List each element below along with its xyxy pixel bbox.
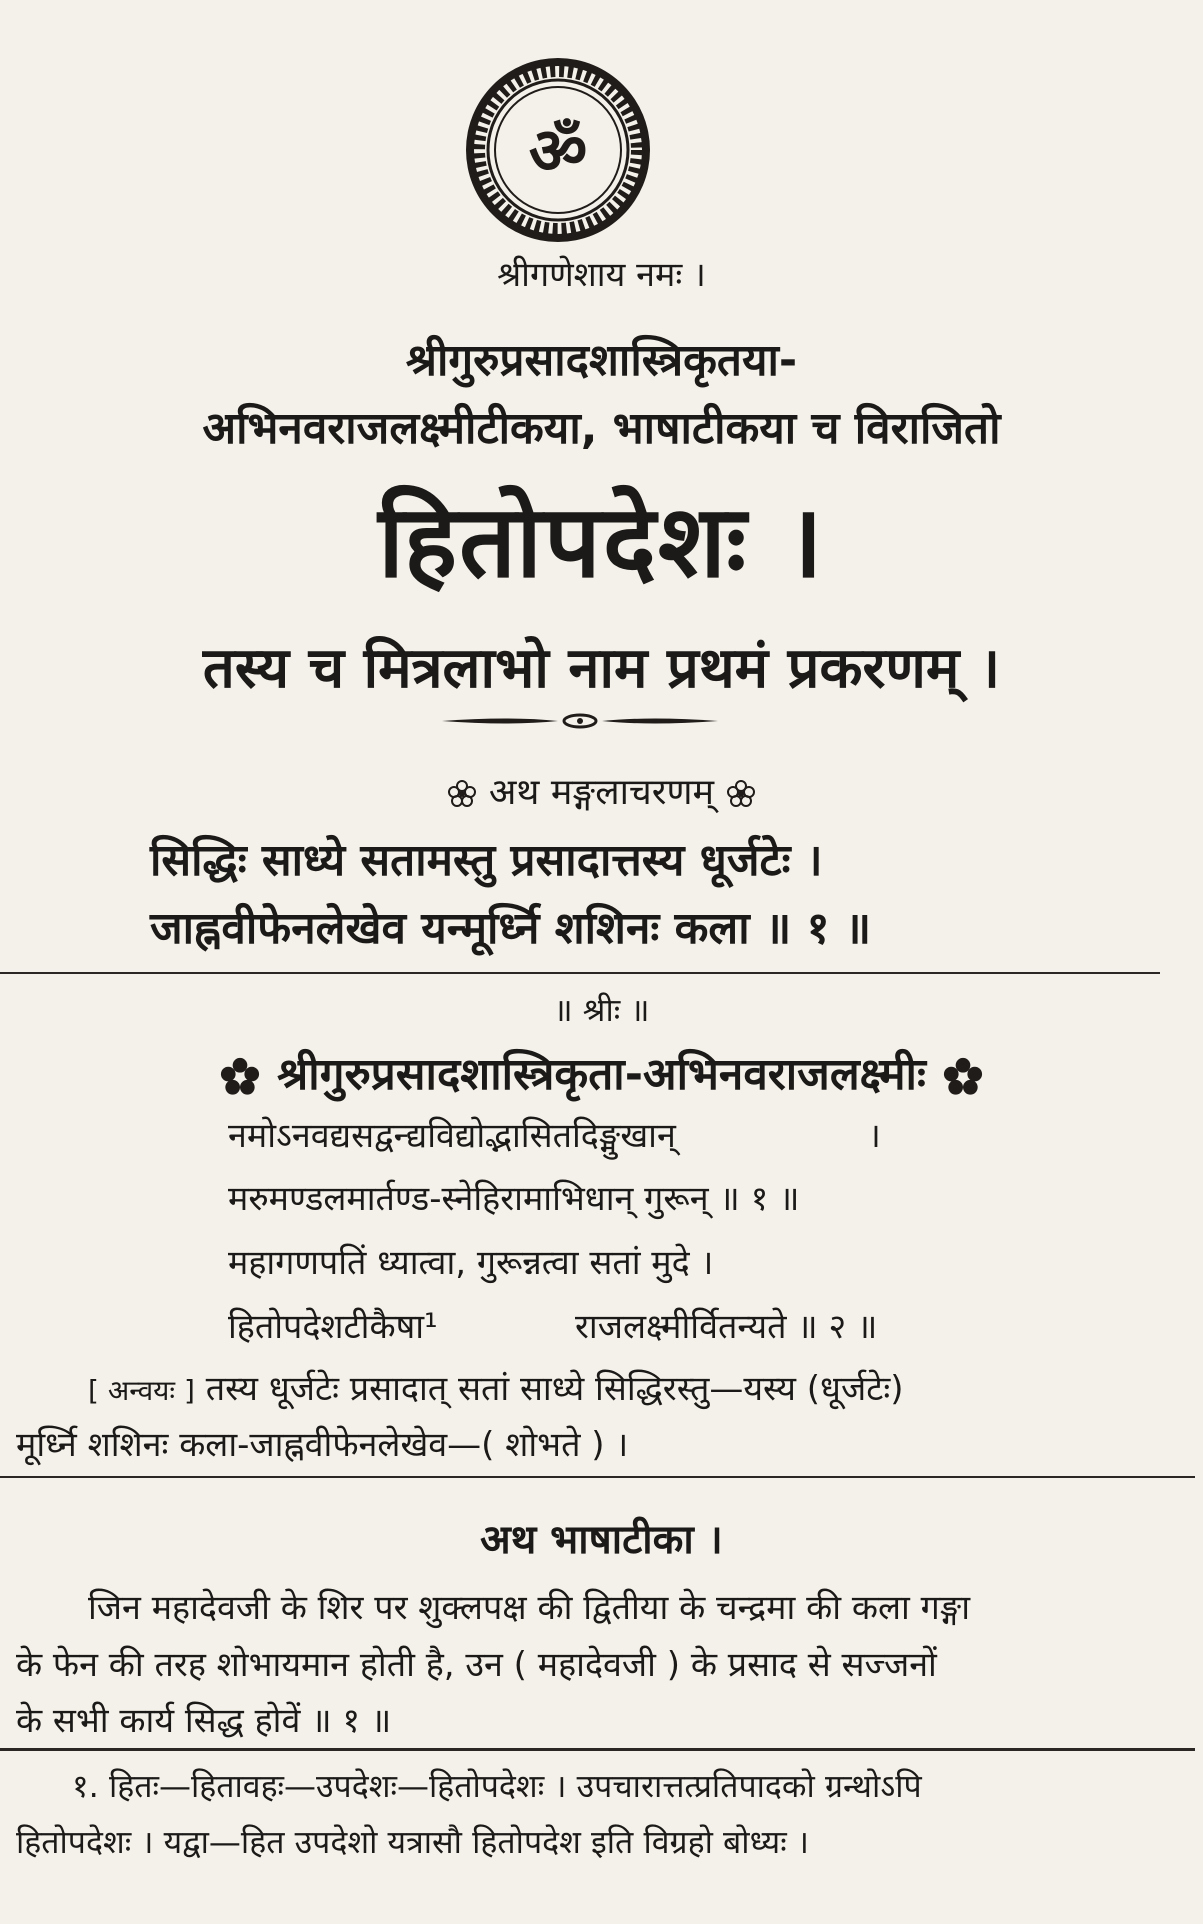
verse-line-1: सिद्धिः साध्ये सतामस्तु प्रसादात्तस्य धूर्जटेः । [150, 835, 823, 886]
section-divider [0, 1476, 1195, 1478]
chapter-subtitle: तस्य च मित्रलाभो नाम प्रथमं प्रकरणम् । [202, 636, 1001, 701]
commentary-verse-line-4b: राजलक्ष्मीर्वितन्यते ॥ २ ॥ [575, 1307, 878, 1347]
flower-ornament-icon [726, 779, 756, 809]
flourish-divider-icon [440, 712, 720, 730]
mangalacharan-heading [0, 766, 1203, 815]
bhashatika-line-1: जिन महादेवजी के शिर पर शुक्लपक्ष की द्वितीया के चन्द्रमा की कला गङ्गा [88, 1588, 971, 1628]
commentary-verse-line-4a: हितोपदेशटीकैषा¹ [228, 1307, 438, 1347]
anvaya-line-1 [88, 1364, 903, 1410]
invocation: श्रीगणेशाय नमः । [497, 255, 706, 295]
flower-ornament-icon [218, 1055, 262, 1099]
footnote-line-2: हितोपदेशः । यद्वा—हित उपदेशो यत्रासौ हितोपदेश इति विग्रहो बोध्यः । [16, 1823, 809, 1861]
verse-line-2: जाह्नवीफेनलेखेव यन्मूर्ध्नि शशिनः कला ॥ १ ॥ [150, 903, 872, 954]
commentary-verse-line-2: मरुमण्डलमार्तण्ड-स्नेहिरामाभिधान् गुरून् ॥ १ ॥ [228, 1179, 800, 1219]
commentary-verse-line-1-danda: । [868, 1116, 881, 1156]
bhashatika-heading: अथ भाषाटीका । [480, 1517, 723, 1563]
commentary-credit-line-1: श्रीगुरुप्रसादशास्त्रिकृतया- [405, 335, 798, 386]
flower-ornament-icon [447, 779, 477, 809]
anvaya-line-2: मूर्ध्नि शशिनः कला-जाह्नवीफेनलेखेव—( शोभते ) । [16, 1425, 629, 1465]
anvaya-label: [ अन्वयः ] [88, 1374, 195, 1407]
om-seal-icon [463, 55, 653, 245]
anvaya-text-1: तस्य धूर्जटेः प्रसादात् सतां साध्ये सिद्धिरस्तु—यस्य (धूर्जटेः) [205, 1369, 904, 1409]
commentary-heading [0, 1042, 1203, 1102]
commentary-heading-text: श्रीगुरुप्रसादशास्त्रिकृता-अभिनवराजलक्ष्मीः [277, 1049, 926, 1100]
flower-ornament-icon [941, 1055, 985, 1099]
section-divider [0, 972, 1160, 974]
commentary-verse-line-1: नमोऽनवद्यसद्वन्द्यविद्योद्भासितदिङ्मुखान् [228, 1116, 676, 1156]
book-title: हितोपदेशः । [378, 483, 825, 600]
commentary-verse-line-3: महागणपतिं ध्यात्वा, गुरून्नत्वा सतां मुदे । [228, 1243, 714, 1283]
footnote-line-1: १. हितः—हितावहः—उपदेशः—हितोपदेशः । उपचारात्तत्प्रतिपादको ग्रन्थोऽपि [72, 1767, 922, 1805]
bhashatika-line-2: के फेन की तरह शोभायमान होती है, उन ( महादेवजी ) के प्रसाद से सज्जनों [16, 1645, 937, 1685]
footnote-divider [0, 1748, 1195, 1751]
commentary-credit-line-2: अभिनवराजलक्ष्मीटीकया, भाषाटीकया च विराजितो [202, 403, 1001, 454]
bhashatika-line-3: के सभी कार्य सिद्ध होवें ॥ १ ॥ [16, 1701, 392, 1741]
shri-mark: ॥ श्रीः ॥ [553, 991, 650, 1029]
om-symbol: ॐ [528, 115, 588, 189]
mangalacharan-heading-text: अथ मङ्गलाचरणम् [488, 772, 715, 813]
